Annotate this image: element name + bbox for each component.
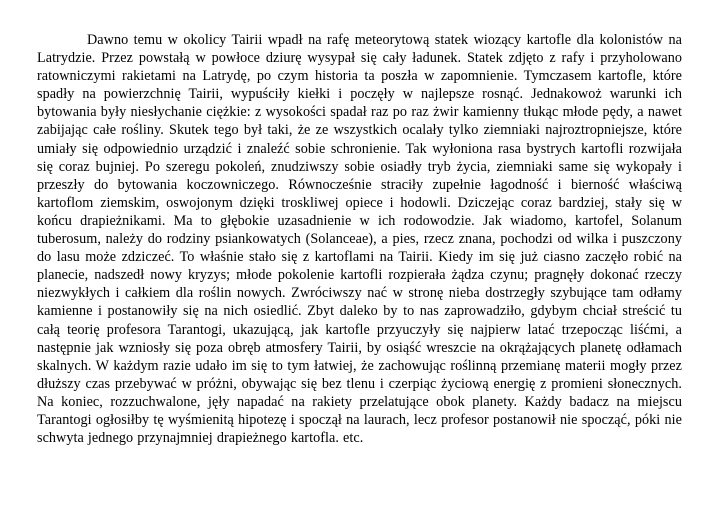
document-page bbox=[37, 31, 682, 447]
body-paragraph: Dawno temu w okolicy Tairii wpadł na rafę meteorytową statek wiozący kartofle dla kolonistów na Latrydzie. Przez powstałą w powłoce dziurę wysypał się cały ładunek. Statek zdjęto z rafy i przyholowano ratowniczymi rakietami na Latrydę, po czym historia ta poszła w zapomnienie. Tymczasem kartofle, które spadły na powierzchnię Tairii, wypuściły kiełki i poczęły w najlepsze rosnąć. Jednakowoż warunki ich bytowania były niesłychanie ciężkie: z wysokości spadał raz po raz żwir kamienny tłukąc młode pędy, a nawet zabijając całe rośliny. Skutek tego był taki, że ze wszystkich ocalały tylko ziemniaki najroztropniejsze, które umiały się odpowiednio urządzić i znaleźć sobie schronienie. Tak wyłoniona rasa bystrych kartofli rozwijała się coraz bujniej. Po szeregu pokoleń, znudziwszy sobie osiadły tryb życia, ziemniaki same się wykopały i przeszły do bytowania koczowniczego. Równocześnie straciły zupełnie łagodność i bierność właściwą kartoflom ziemskim, oswojonym dzięki troskliwej opiece i hodowli. Dziczejąc coraz bardziej, stały się w końcu drapieżnikami. Ma to głębokie uzasadnienie w ich rodowodzie. Jak wiadomo, kartofel, Solanum tuberosum, należy do rodziny psiankowatych (Solanceae), a pies, rzecz znana, pochodzi od wilka i puszczony do lasu może zdziczeć. To właśnie stało się z kartoflami na Tairii. Kiedy im się już ciasno zaczęło robić na planecie, nadszedł nowy kryzys; młode pokolenie kartofli rozpierała żądza czynu; pragnęły dokonać rzeczy niezwykłych i całkiem dla roślin nowych. Zwróciwszy nać w stronę nieba dostrzegły szybujące tam odłamy kamienne i postanowiły się na nich osiedlić. Zbyt daleko by to nas zaprowadziło, gdybym chciał streścić tu całą teorię profesora Tarantogi, ukazującą, jak kartofle przyuczyły się najpierw latać trzepocząc liśćmi, a następnie jak wzniosły się poza obręb atmosfery Tairii, by osiąść wreszcie na okrążających planetę odłamach skalnych. W każdym razie udało im się to tym łatwiej, że zachowując roślinną przemianę materii mogły przez dłuższy czas przebywać w próżni, obywając się bez tlenu i czerpiąc życiową energię z promieni słonecznych. Na koniec, rozzuchwalone, jęły napadać na rakiety przelatujące obok planety. Każdy badacz na miejscu Tarantogi ogłosiłby tę wyśmienitą hipotezę i spoczął na laurach, lecz profesor postanowił nie spocząć, póki nie schwyta jednego przynajmniej drapieżnego kartofla. etc. bbox=[37, 32, 682, 447]
